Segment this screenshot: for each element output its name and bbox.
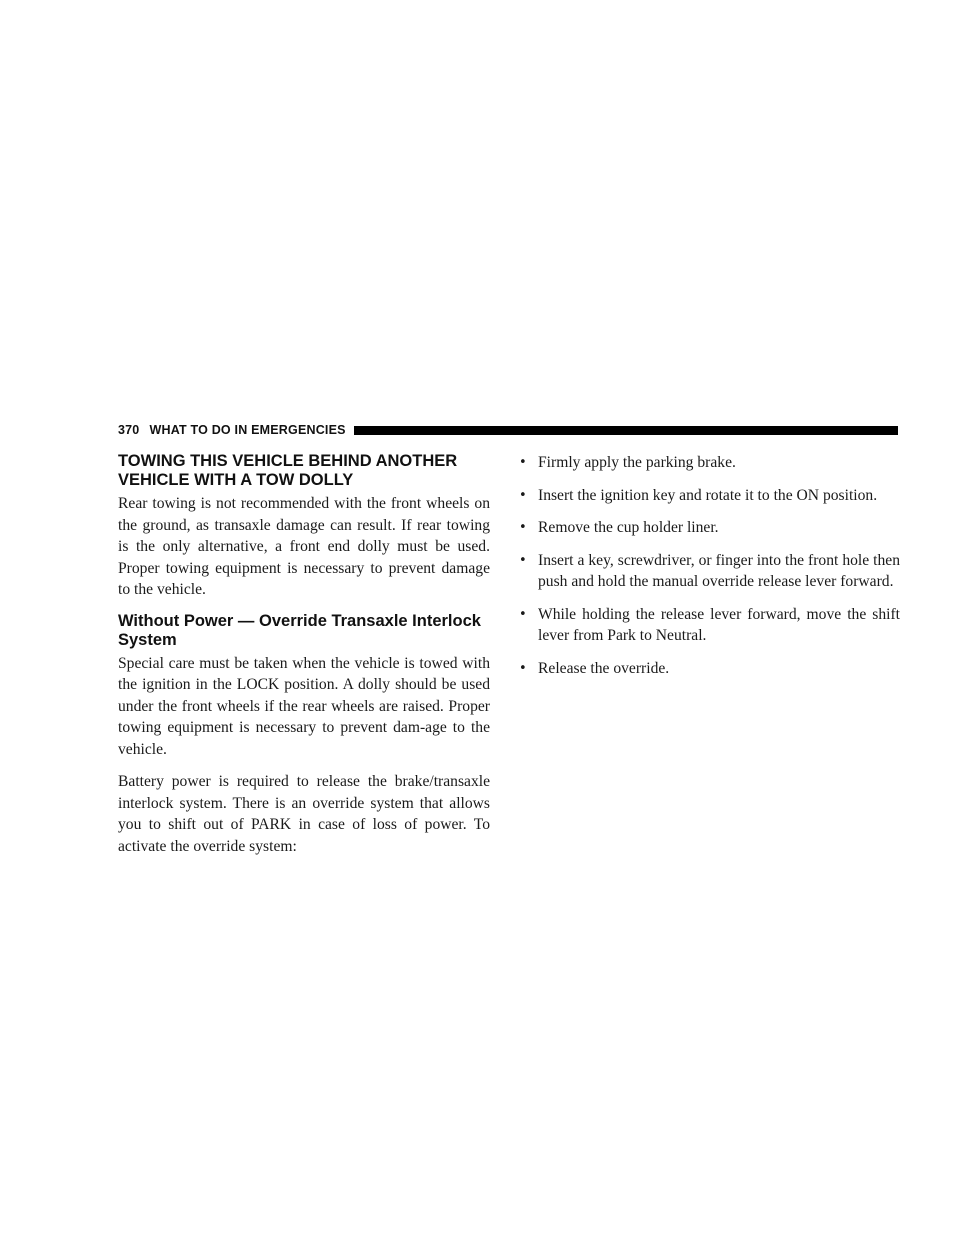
list-item: • Insert a key, screwdriver, or finger into the front hole then push and hold the manual override release lever forward. <box>519 551 900 590</box>
left-column <box>118 452 490 868</box>
override-steps-list <box>518 452 900 679</box>
bullet-icon: • <box>519 606 527 622</box>
bullet-icon: • <box>519 552 527 568</box>
bullet-icon: • <box>519 455 527 470</box>
main-heading: TOWING THIS VEHICLE BEHIND ANOTHER VEHICLE WITH A TOW DOLLY <box>118 452 458 489</box>
bullet-icon: • <box>519 520 527 535</box>
section-title: WHAT TO DO IN EMERGENCIES <box>149 423 346 437</box>
page-number: 370 <box>118 423 140 437</box>
list-item: • Remove the cup holder liner. <box>518 517 900 539</box>
bullet-icon: • <box>519 487 527 503</box>
bullet-icon: • <box>519 660 527 676</box>
header-rule <box>354 426 898 435</box>
list-item: • Release the override. <box>518 658 900 680</box>
paragraph-battery-power: Battery power is required to release the brake/transaxle interlock system. There is an override system that allows you to shift out of PARK in case of loss of power. To activate the override system: <box>118 773 490 855</box>
page-header <box>118 422 898 438</box>
paragraph-special-care: Special care must be taken when the vehicle is towed with the ignition in the LOCK position. A dolly should be used under the front wheels if the rear wheels are raised. Proper towing equipment is necessary to prevent dam-age to the vehicle. <box>118 654 490 758</box>
paragraph-rear-towing: Rear towing is not recommended with the front wheels on the ground, as transaxle damage can result. If rear towing is the only alternative, a front end dolly must be used. Proper towing equipment is necessary to prevent damage to the vehicle. <box>118 495 490 598</box>
list-item: • Firmly apply the parking brake. <box>518 452 900 474</box>
subheading-without-power: Without Power — Override Transaxle Interlock System <box>118 611 481 649</box>
right-column <box>518 452 900 690</box>
list-item: • Insert the ignition key and rotate it to the ON position. <box>518 485 900 507</box>
list-item: • While holding the release lever forward, move the shift lever from Park to Neutral. <box>519 605 900 644</box>
